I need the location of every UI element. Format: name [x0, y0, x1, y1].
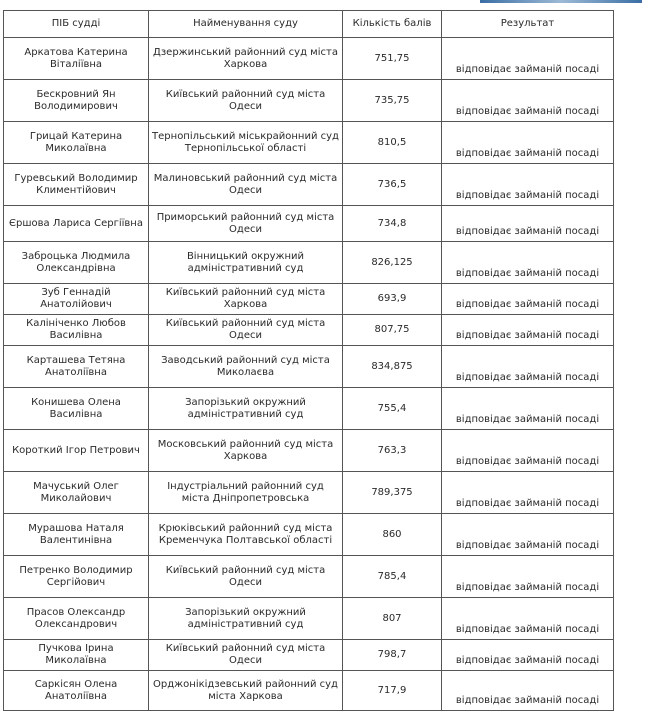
- table-row: [4, 122, 614, 164]
- table-row: [4, 598, 614, 640]
- score-cell: 736,5: [343, 164, 442, 206]
- header-score: Кількість балів: [343, 11, 442, 38]
- judge-name-cell: Зуб Геннадій Анатолійович: [4, 284, 149, 315]
- result-cell: відповідає займаній посаді: [442, 514, 614, 556]
- result-cell: відповідає займаній посаді: [442, 430, 614, 472]
- judge-name-cell: Мачуський Олег Миколайович: [4, 472, 149, 514]
- result-cell: відповідає займаній посаді: [442, 315, 614, 346]
- score-cell: 751,75: [343, 38, 442, 80]
- result-cell: відповідає займаній посаді: [442, 122, 614, 164]
- judge-name-cell: Прасов Олександр Олександрович: [4, 598, 149, 640]
- court-name-cell: Дзержинський районний суд міста Харкова: [149, 38, 343, 80]
- score-cell: 735,75: [343, 80, 442, 122]
- court-name-cell: Київський районний суд міста Одеси: [149, 315, 343, 346]
- table-row: [4, 388, 614, 430]
- judge-name-cell: Короткий Ігор Петрович: [4, 430, 149, 472]
- court-name-cell: Приморський районний суд міста Одеси: [149, 206, 343, 242]
- court-name-cell: Крюківський районний суд міста Кременчука Полтавської області: [149, 514, 343, 556]
- result-cell: відповідає займаній посаді: [442, 346, 614, 388]
- judge-name-cell: Пучкова Ірина Миколаївна: [4, 640, 149, 671]
- judge-name-cell: Мурашова Наталя Валентинівна: [4, 514, 149, 556]
- judge-name-cell: Грицай Катерина Миколаївна: [4, 122, 149, 164]
- result-cell: відповідає займаній посаді: [442, 80, 614, 122]
- result-cell: відповідає займаній посаді: [442, 284, 614, 315]
- judge-name-cell: Саркісян Олена Анатоліївна: [4, 671, 149, 711]
- score-cell: 717,9: [343, 671, 442, 711]
- header-result: Результат: [442, 11, 614, 38]
- table-row: [4, 472, 614, 514]
- table-row: [4, 514, 614, 556]
- header-judge-name: ПІБ судді: [4, 11, 149, 38]
- table-row: [4, 671, 614, 711]
- judge-name-cell: Гуревський Володимир Климентійович: [4, 164, 149, 206]
- table-row: [4, 38, 614, 80]
- court-name-cell: Київський районний суд міста Одеси: [149, 80, 343, 122]
- court-name-cell: Запорізький окружний адміністративний суд: [149, 598, 343, 640]
- table-body: [4, 38, 614, 711]
- court-name-cell: Київський районний суд міста Одеси: [149, 640, 343, 671]
- court-name-cell: Заводський районний суд міста Миколаєва: [149, 346, 343, 388]
- court-name-cell: Московський районний суд міста Харкова: [149, 430, 343, 472]
- judge-name-cell: Бескровний Ян Володимирович: [4, 80, 149, 122]
- table-row: [4, 315, 614, 346]
- table-row: [4, 242, 614, 284]
- result-cell: відповідає займаній посаді: [442, 38, 614, 80]
- court-name-cell: Індустріальний районний суд міста Дніпропетровська: [149, 472, 343, 514]
- judge-name-cell: Аркатова Катерина Віталіївна: [4, 38, 149, 80]
- result-cell: відповідає займаній посаді: [442, 206, 614, 242]
- table-row: [4, 640, 614, 671]
- score-cell: 734,8: [343, 206, 442, 242]
- result-cell: відповідає займаній посаді: [442, 388, 614, 430]
- table-row: [4, 284, 614, 315]
- header-court-name: Найменування суду: [149, 11, 343, 38]
- score-cell: 860: [343, 514, 442, 556]
- judge-name-cell: Петренко Володимир Сергійович: [4, 556, 149, 598]
- court-name-cell: Малиновський районний суд міста Одеси: [149, 164, 343, 206]
- court-name-cell: Запорізький окружний адміністративний суд: [149, 388, 343, 430]
- score-cell: 789,375: [343, 472, 442, 514]
- score-cell: 807,75: [343, 315, 442, 346]
- judge-name-cell: Калініченко Любов Василівна: [4, 315, 149, 346]
- score-cell: 826,125: [343, 242, 442, 284]
- score-cell: 834,875: [343, 346, 442, 388]
- court-name-cell: Тернопільський міськрайонний суд Тернопільської області: [149, 122, 343, 164]
- result-cell: відповідає займаній посаді: [442, 640, 614, 671]
- table-row: [4, 164, 614, 206]
- result-cell: відповідає займаній посаді: [442, 671, 614, 711]
- score-cell: 785,4: [343, 556, 442, 598]
- result-cell: відповідає займаній посаді: [442, 598, 614, 640]
- result-cell: відповідає займаній посаді: [442, 164, 614, 206]
- score-cell: 810,5: [343, 122, 442, 164]
- judge-name-cell: Карташева Тетяна Анатоліївна: [4, 346, 149, 388]
- score-cell: 763,3: [343, 430, 442, 472]
- judge-name-cell: Єршова Лариса Сергіївна: [4, 206, 149, 242]
- table-row: [4, 346, 614, 388]
- judge-name-cell: Конишева Олена Василівна: [4, 388, 149, 430]
- top-banner-strip: [480, 0, 642, 3]
- score-cell: 798,7: [343, 640, 442, 671]
- result-cell: відповідає займаній посаді: [442, 242, 614, 284]
- judge-name-cell: Заброцька Людмила Олександрівна: [4, 242, 149, 284]
- court-name-cell: Київський районний суд міста Одеси: [149, 556, 343, 598]
- table-row: [4, 556, 614, 598]
- table-row: [4, 80, 614, 122]
- score-cell: 755,4: [343, 388, 442, 430]
- result-cell: відповідає займаній посаді: [442, 556, 614, 598]
- table-row: [4, 430, 614, 472]
- result-cell: відповідає займаній посаді: [442, 472, 614, 514]
- table-header-row: [4, 11, 614, 38]
- score-cell: 693,9: [343, 284, 442, 315]
- judges-results-table: [3, 10, 614, 711]
- score-cell: 807: [343, 598, 442, 640]
- table-row: [4, 206, 614, 242]
- court-name-cell: Київський районний суд міста Харкова: [149, 284, 343, 315]
- court-name-cell: Вінницький окружний адміністративний суд: [149, 242, 343, 284]
- court-name-cell: Орджонікідзевський районний суд міста Харкова: [149, 671, 343, 711]
